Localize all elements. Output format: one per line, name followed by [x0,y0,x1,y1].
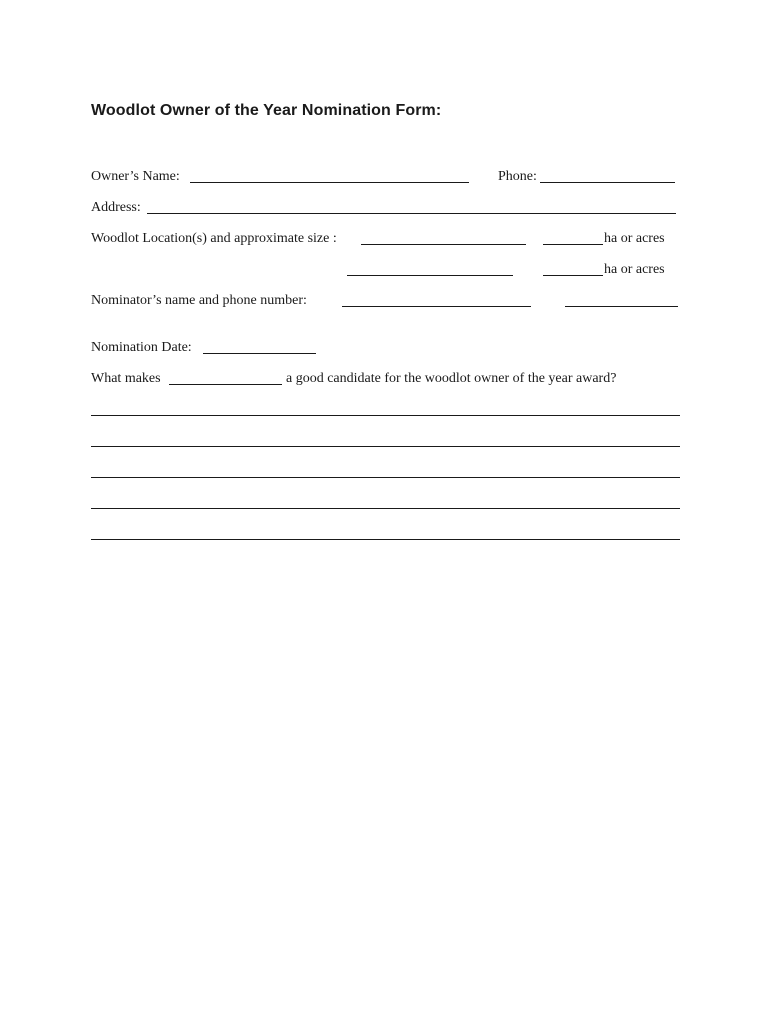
phone-field[interactable] [540,182,675,183]
answer-line-5[interactable] [91,539,680,540]
nominee-name-field[interactable] [169,384,282,385]
size-unit-label-1: ha or acres [604,231,665,246]
address-label: Address: [91,200,141,215]
question-prefix: What makes [91,371,161,386]
woodlot-size-field-1[interactable] [543,244,603,245]
woodlot-location-field-1[interactable] [361,244,526,245]
address-field[interactable] [147,213,676,214]
answer-line-4[interactable] [91,508,680,509]
woodlot-location-field-2[interactable] [347,275,513,276]
form-title: Woodlot Owner of the Year Nomination Form: [91,102,442,119]
answer-line-1[interactable] [91,415,680,416]
owner-name-field[interactable] [190,182,469,183]
size-unit-label-2: ha or acres [604,262,665,277]
answer-line-3[interactable] [91,477,680,478]
nominator-label: Nominator’s name and phone number: [91,293,307,308]
nomination-date-field[interactable] [203,353,316,354]
answer-line-2[interactable] [91,446,680,447]
nomination-date-label: Nomination Date: [91,340,192,355]
owner-name-label: Owner’s Name: [91,169,180,184]
question-suffix: a good candidate for the woodlot owner of the year award? [286,371,617,386]
woodlot-size-field-2[interactable] [543,275,603,276]
nominator-phone-field[interactable] [565,306,678,307]
woodlot-location-label: Woodlot Location(s) and approximate size : [91,231,337,246]
phone-label: Phone: [498,169,537,184]
nominator-name-field[interactable] [342,306,531,307]
